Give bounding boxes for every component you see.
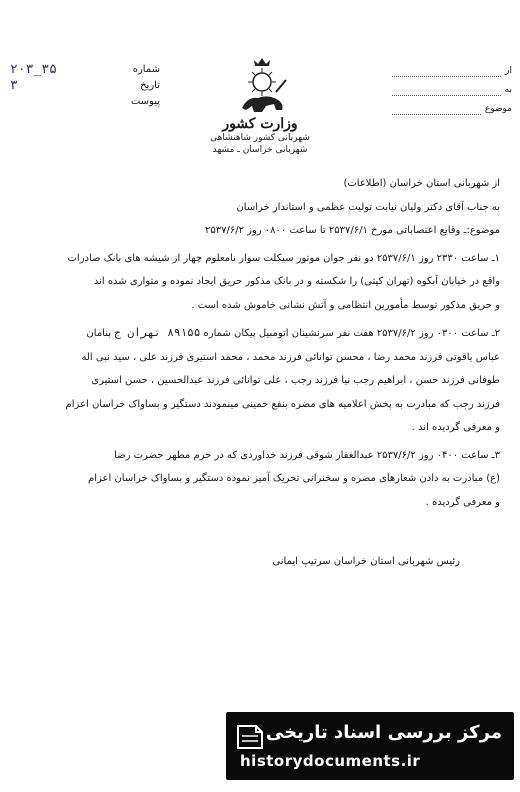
number-value: ۳۵_۲۰۳ [10, 62, 57, 77]
signature-line: رئیس شهربانی استان خراسان سرتیپ ایمانی [272, 556, 460, 567]
item-3-line-2: (ع) مبادرت به دادن شعارهای مضره و سخنرانی تحریک آمیز نموده دستگیر و بساواک خراسان اعزام [88, 473, 500, 484]
ministry-title: وزارت کشور [222, 116, 298, 132]
archive-logo-icon [234, 720, 266, 752]
subject-line: موضوع:ـ وقایع اعتصاباتی مورخ ۲۵۳۷/۶/۱ تا ساعت ۰۸۰۰ روز ۲۵۳۷/۶/۲ [204, 225, 500, 236]
item-2-line-1 [20, 321, 500, 346]
item-1-line-3: و حریق مذکور توسط مأمورین انتظامی و آتش نشانی خاموش شده است . [191, 299, 500, 311]
plate-number: ۸۹۱۵۵ تهران ج [114, 326, 201, 339]
to-field [392, 81, 512, 100]
item-1-line-1: ۱ـ ساعت ۲۳۳۰ روز ۲۵۳۷/۶/۱ دو نفر جوان موتور سیکلت سوار نامعلوم چهار از شیشه های بانک صادرات [67, 252, 500, 264]
letter-body [20, 172, 500, 514]
date-value: ۳ [10, 78, 18, 93]
item-2-line-3: طوفانی فرزند حسن ، ابراهیم رجب نیا فرزند رجب ، علی توانائی فرزند عبدالحسین ، حسن استیری [91, 375, 500, 386]
item-2-line-2: عباس یاقوتی فرزند محمد رضا ، محسن توانائی فرزند محمد ، محمد استیری فرزند علی ، سید نبی اله [81, 351, 500, 363]
attachment-field [10, 94, 160, 110]
lion-and-sun-emblem-icon [232, 56, 292, 116]
number-field [10, 62, 160, 78]
archive-title: مرکز بررسی اسناد تاریخی [265, 722, 502, 743]
ministry-sub-1: شهربانی کشور شاهنشاهی [210, 133, 310, 143]
header-left-fields [10, 62, 160, 110]
item-2-prefix: ۲ـ ساعت ۰۳۰۰ روز ۲۵۳۷/۶/۲ هفت نفر سرنشینان اتومبیل پیکان شماره [203, 328, 500, 339]
from-field [392, 62, 512, 81]
header-right-fields [392, 62, 512, 119]
item-1-line-2: واقع در خیابان آبکوه (تهران کیتی) را شکسته و در بانک مذکور حریق ایجاد نموده و متواری شده اند [93, 276, 500, 287]
ministry-sub-2: شهربانی خراسان ـ مشهد [212, 145, 308, 155]
date-label: تاریخ [140, 80, 160, 91]
item-3-line-1: ۳ـ ساعت ۰۴۰۰ روز ۲۵۳۷/۶/۲ عبدالغفار شوقی فرزند خداوردی که در حرم مطهر حضرت رضا [114, 449, 500, 461]
to-label: به [504, 85, 512, 95]
attachment-label: پیوست [130, 96, 160, 107]
item-2-suffix: بنامان [86, 328, 112, 339]
item-2-line-5: و معرفی گردیده اند . [411, 422, 500, 433]
item-2-line-4: فرزند رجب که مبادرت به پخش اعلامیه های مضره بنفع خمینی مینمودند دستگیر و بساواک خراسان اعزام [65, 398, 500, 410]
from-label: از [505, 66, 512, 76]
from-line: از شهربانی استان خراسان (اطلاعات) [343, 178, 500, 189]
archive-watermark [226, 712, 514, 780]
ministry-heading [170, 116, 350, 156]
to-line: به جناب آقای دکتر ولیان نیابت تولیت عظمی و استاندار خراسان [236, 201, 500, 213]
number-label: شماره [132, 64, 160, 75]
date-field [10, 78, 160, 94]
subject-field [392, 100, 512, 119]
archive-url: historydocuments.ir [240, 752, 421, 770]
item-3-line-3: و معرفی گردیده . [425, 496, 500, 508]
subject-label: موضوع [484, 104, 512, 114]
